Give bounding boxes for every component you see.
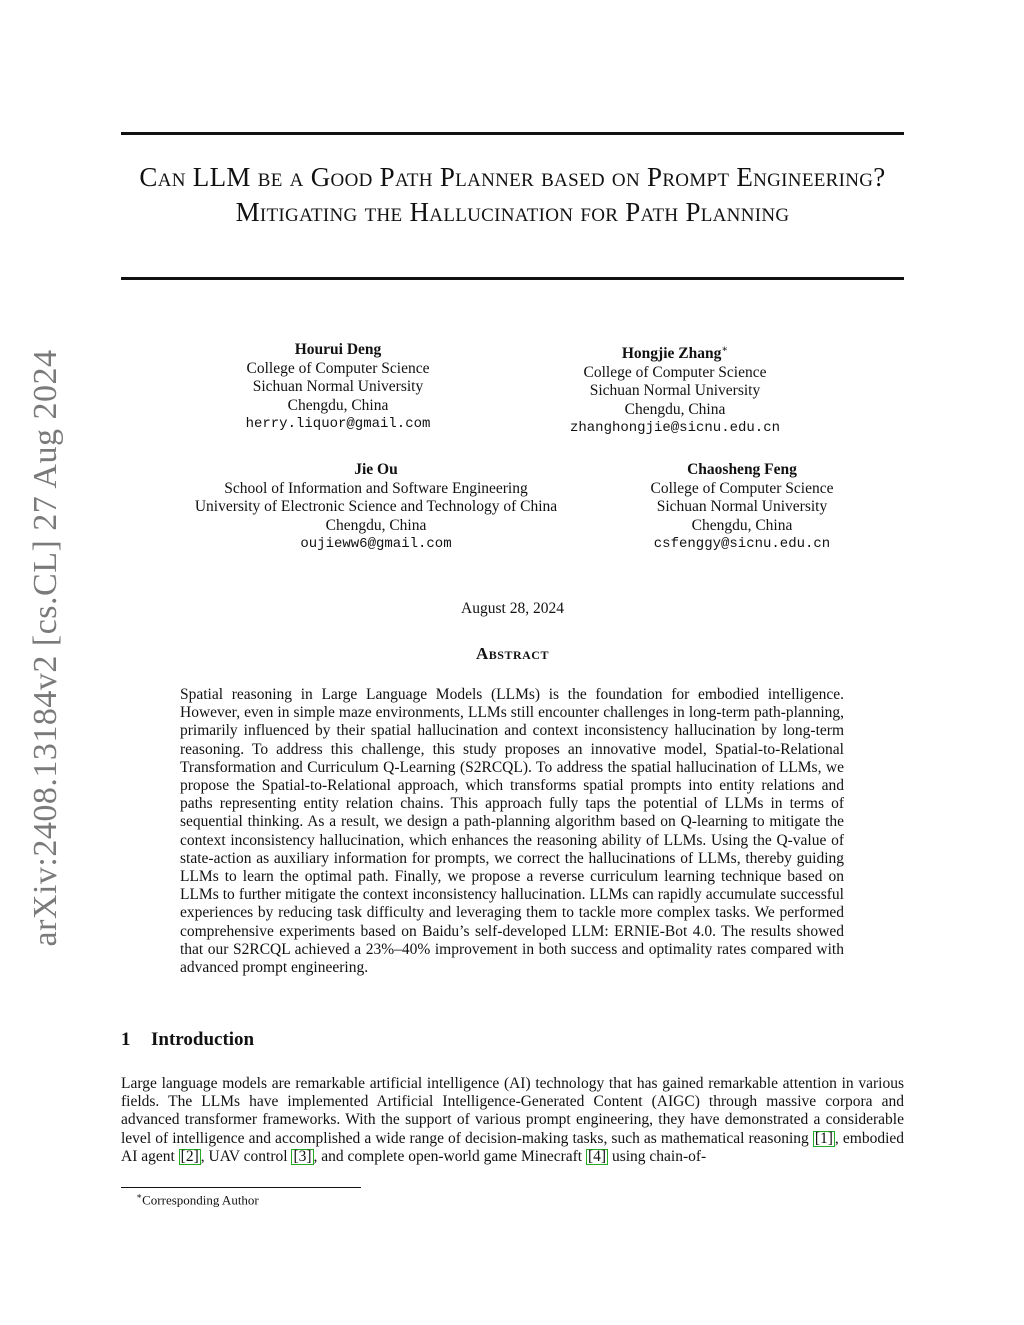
author-email: oujieww6@gmail.com [300,536,452,552]
paper-title: Can LLM be a Good Path Planner based on Prompt Engineering? Mitigating the Hallucination for Path Planning [139,162,886,227]
author-affiliation-line: College of Computer Science [246,359,430,377]
introduction-paragraph: Large language models are remarkable artificial intelligence (AI) technology that has gained remarkable attention in various fields. The LLMs have implemented Artificial Intelligence-Generated Content (AIGC) through massive corpora and advanced transformer frameworks. With the support of various prompt engineering, they have demonstrated a considerable level of intelligence and accomplished a wide range of decision-making tasks, such as mathematical reasoning [1] , embodied AI agent [2] , UAV control [3] , and complete open-world game Minecraft [4] using chain-of- [121,1075,905,1165]
author-affiliation-line: College of Computer Science [583,363,767,381]
citation-link[interactable]: [2] [180,1147,199,1165]
abstract-heading: Abstract [476,644,549,663]
author-affiliation-line: Chengdu, China [691,516,793,534]
author-affiliation-line: University of Electronic Science and Technology of China [194,498,558,515]
author-affiliation-line: College of Computer Science [650,479,834,497]
arxiv-side-stamp: arXiv:2408.13184v2 [cs.CL] 27 Aug 2024 [27,349,64,947]
author-block [218,341,458,434]
title-rule-bottom [121,277,904,280]
author-name: Chaosheng Feng [687,461,797,478]
footnote-text: Corresponding Author [142,1192,259,1208]
author-name: Jie Ou [354,461,398,478]
title-rule-top [121,132,904,135]
citation-link[interactable]: [3] [293,1147,312,1165]
author-email: herry.liquor@gmail.com [245,416,431,432]
author-email: csfenggy@sicnu.edu.cn [653,536,831,552]
author-affiliation-line: Chengdu, China [624,400,726,418]
author-affiliation-line: Sichuan Normal University [656,498,828,515]
section-heading [121,1029,254,1051]
author-affiliation-line: Sichuan Normal University [589,382,761,400]
publication-date: August 28, 2024 [461,600,564,617]
author-email: zhanghongjie@sicnu.edu.cn [569,420,781,437]
abstract-text: Spatial reasoning in Large Language Models (LLMs) is the foundation for embodied intelligence. However, even in simple maze environments, LLMs still encounter challenges in long-term path-planning, primarily influenced by their spatial hallucination and context inconsistency hallucination by long-term reasoning. To address this challenge, this study proposes an innovative model, Spatial-to-Relational Transformation and Curriculum Q-Learning (S2RCQL). To address the spatial hallucination of LLMs, we propose the Spatial-to-Relational approach, which transforms spatial prompts into entity relations and paths representing entity relation chains. This approach fully taps the potential of LLMs in terms of sequential thinking. As a result, we design a path-planning algorithm based on Q-learning to mitigate the context inconsistency hallucination, which enhances the reasoning ability of LLMs. Using the Q-value of state-action as auxiliary information for prompts, we correct the hallucinations of LLMs, thereby guiding LLMs to learn the optimal path. Finally, we propose a reverse curriculum learning technique based on LLMs to further mitigate the context inconsistency hallucination. LLMs can rapidly accumulate successful experiences by reducing task difficulty and leveraging them to tackle more complex tasks. We performed comprehensive experiments based on Baidu’s self-developed LLM: ERNIE-Bot 4.0. The results showed that our S2RCQL achieved a 23%–40% improvement in both success and optimality rates compared with advanced prompt engineering. [180,686,844,977]
author-name: Hourui Deng [294,341,382,358]
section-title: Introduction [151,1029,255,1050]
corresponding-mark: ∗ [721,344,729,355]
citation-link[interactable]: [4] [588,1147,607,1165]
author-affiliation-line: Chengdu, China [325,516,427,534]
author-name: Hongjie Zhang∗ [621,344,729,363]
footnote [136,1191,259,1208]
footnote-mark: ∗ [136,1191,143,1201]
footnote-rule [121,1187,361,1188]
author-block [620,461,864,554]
citation-link[interactable]: [1] [814,1129,833,1147]
section-number: 1 [121,1029,131,1050]
author-affiliation-line: School of Information and Software Engineering [224,479,528,497]
author-affiliation-line: Chengdu, China [287,396,389,414]
author-block [545,341,805,438]
author-block [160,461,592,554]
author-affiliation-line: Sichuan Normal University [252,378,424,395]
